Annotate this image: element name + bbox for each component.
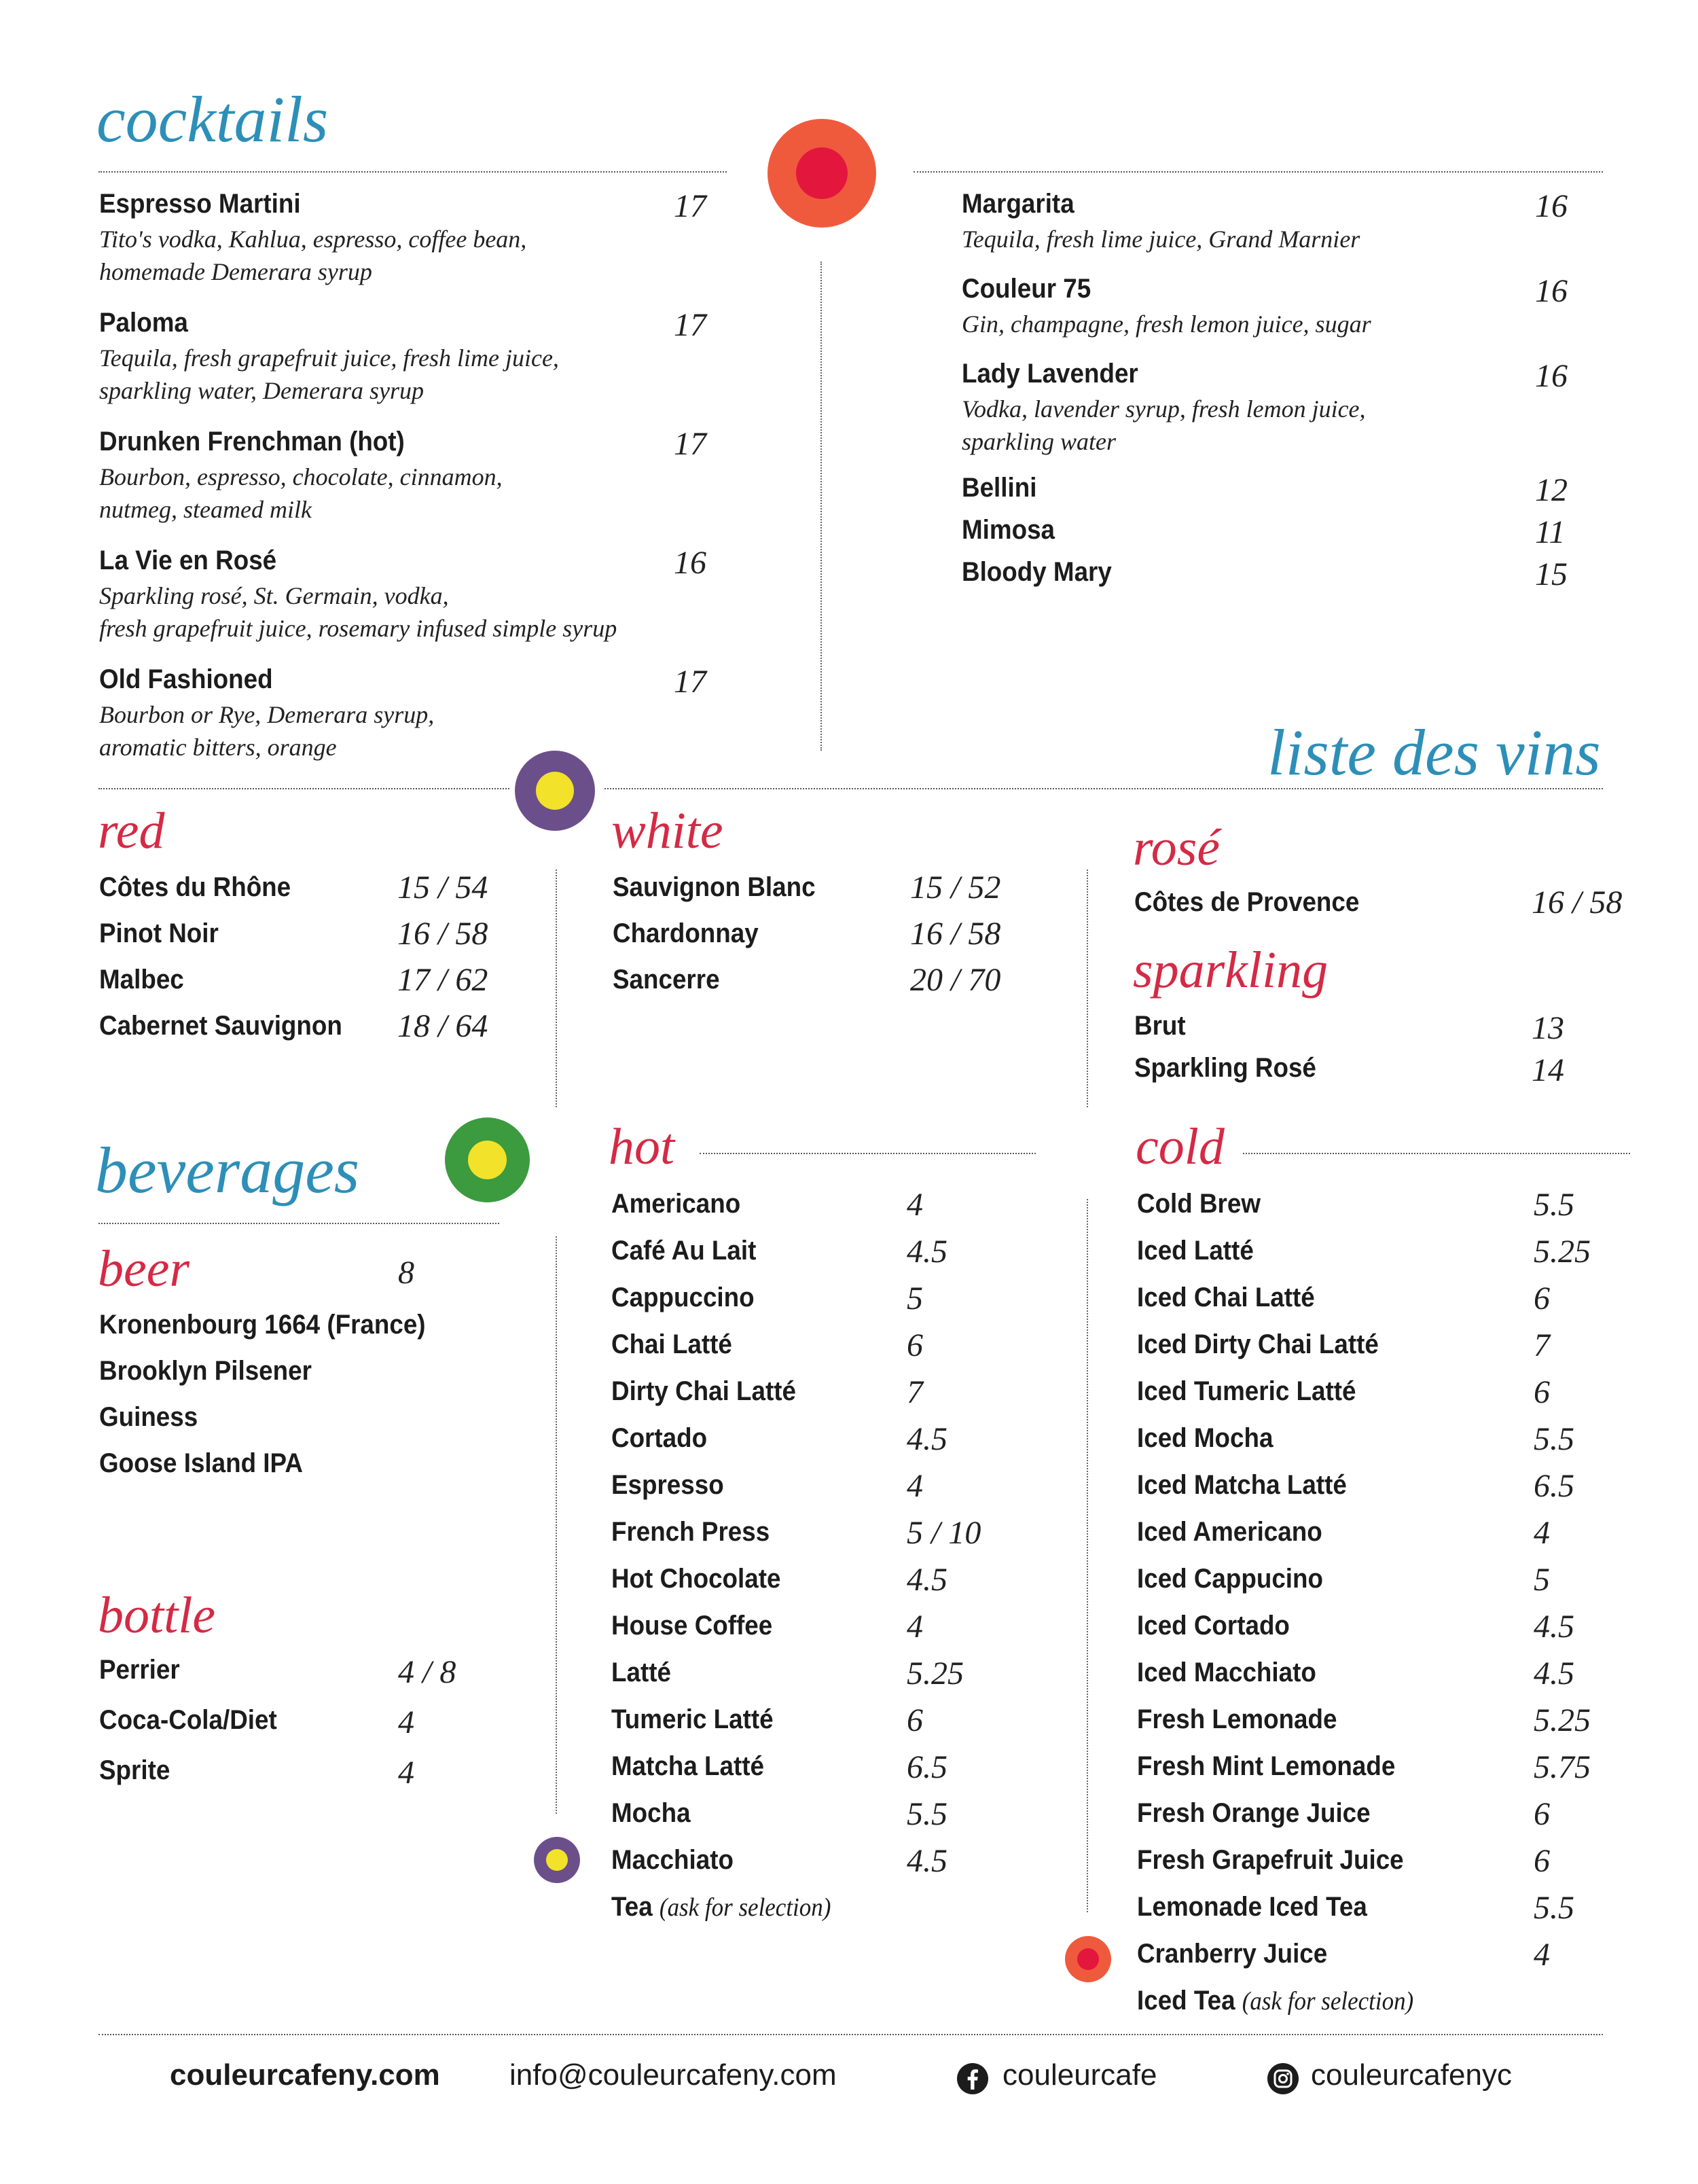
cold-drink-label: Iced Cappucino <box>1137 1564 1323 1594</box>
bottle-name: Coca-Cola/Diet <box>99 1705 277 1735</box>
footer-rule <box>98 2034 1603 2035</box>
hot-drink-label: French Press <box>611 1517 770 1547</box>
hot-drink-name <box>611 1893 831 1920</box>
hot-drink-label: Café Au Lait <box>611 1236 757 1266</box>
email-link[interactable]: info@couleurcafeny.com <box>509 2058 837 2092</box>
cold-drink-name <box>1137 1378 1356 1405</box>
hot-drink-price: 4 <box>907 1609 923 1645</box>
hot-rule <box>700 1153 1036 1154</box>
sparkling-wine-heading: sparkling <box>1133 942 1329 999</box>
hot-drink-name <box>611 1706 774 1733</box>
hot-drink-name <box>611 1800 691 1827</box>
cold-drink-name <box>1137 1237 1254 1264</box>
cocktail-price: 16 <box>1535 188 1568 224</box>
hot-drink-price: 4.5 <box>907 1421 947 1457</box>
hot-drink-label: Dirty Chai Latté <box>611 1376 796 1406</box>
cold-drink-price: 5.25 <box>1534 1234 1591 1270</box>
hot-drink-name <box>611 1237 756 1264</box>
cold-drink-name <box>1137 1284 1315 1311</box>
cocktail-name: La Vie en Rosé <box>99 545 277 575</box>
hot-drink-price: 4.5 <box>907 1234 947 1270</box>
cocktail-price: 17 <box>674 426 706 462</box>
hot-drink-name <box>611 1518 770 1545</box>
hot-drink-name <box>611 1471 724 1499</box>
red-dot-decoration <box>1077 1948 1099 1970</box>
cold-drink-price: 4 <box>1534 1937 1550 1973</box>
cold-drink-name <box>1137 1612 1290 1639</box>
wine-name: Chardonnay <box>613 918 759 948</box>
cold-drink-price: 5.75 <box>1534 1749 1591 1785</box>
cocktails-rule-left <box>98 171 727 173</box>
cold-drink-label: Fresh Grapefruit Juice <box>1137 1845 1404 1875</box>
wine-name: Cabernet Sauvignon <box>99 1011 342 1041</box>
website-link[interactable]: couleurcafeny.com <box>170 2058 440 2092</box>
cold-drink-price: 4.5 <box>1534 1609 1574 1645</box>
wine-name: Sancerre <box>613 965 720 995</box>
cold-drink-price: 4 <box>1534 1515 1550 1551</box>
hot-drink-label: Espresso <box>611 1470 724 1500</box>
wine-name: Malbec <box>99 965 184 995</box>
cold-drink-price: 5.5 <box>1534 1421 1574 1457</box>
beer-name: Guiness <box>99 1402 198 1432</box>
bottle-heading: bottle <box>98 1587 216 1644</box>
cocktail-description: fresh grapefruit juice, rosemary infused simple syrup <box>99 615 617 642</box>
wine-rule-left <box>98 788 509 789</box>
cocktail-name: Old Fashioned <box>99 664 273 694</box>
cold-drink-label: Fresh Mint Lemonade <box>1137 1751 1396 1781</box>
beer-name: Goose Island IPA <box>99 1448 303 1478</box>
cold-drink-name <box>1137 1940 1327 1967</box>
cocktail-name: Bellini <box>962 473 1037 503</box>
orange-red-circle-decoration <box>767 119 876 228</box>
cocktail-name: Drunken Frenchman (hot) <box>99 427 405 457</box>
yellow-dot-decoration <box>536 772 574 810</box>
cocktail-name: Espresso Martini <box>99 189 301 219</box>
cocktail-description: Tito's vodka, Kahlua, espresso, coffee bean, <box>99 226 527 253</box>
hot-drink-price: 7 <box>907 1374 923 1410</box>
cocktails-rule-right <box>914 171 1603 173</box>
cold-drink-name <box>1137 1846 1404 1874</box>
red-wine-heading: red <box>98 802 165 859</box>
hot-drink-price: 5 <box>907 1281 923 1317</box>
bottle-price: 4 <box>398 1704 414 1740</box>
cold-drink-label: Iced Tumeric Latté <box>1137 1376 1356 1406</box>
hot-drink-label: Latté <box>611 1658 671 1687</box>
cold-drink-price: 5.25 <box>1534 1702 1591 1738</box>
facebook-icon <box>956 2062 989 2095</box>
cocktail-price: 15 <box>1535 556 1568 592</box>
hot-drink-name <box>611 1190 740 1217</box>
cocktail-description: aromatic bitters, orange <box>99 734 337 761</box>
cocktail-price: 17 <box>674 307 706 343</box>
cold-drink-label: Cranberry Juice <box>1137 1939 1328 1969</box>
wine-price: 13 <box>1532 1010 1564 1046</box>
hot-drink-price: 4 <box>907 1187 923 1223</box>
cocktail-name: Lady Lavender <box>962 359 1138 389</box>
wine-divider-2 <box>1087 870 1088 1107</box>
cold-drink-label: Cold Brew <box>1137 1189 1261 1219</box>
cold-drink-price: 7 <box>1534 1327 1550 1363</box>
small-orange-circle-decoration <box>1065 1936 1111 1982</box>
red-dot-decoration <box>796 147 848 199</box>
wine-price: 20 / 70 <box>910 962 1001 998</box>
wine-price: 16 / 58 <box>397 916 488 952</box>
hot-drink-label: Hot Chocolate <box>611 1564 781 1594</box>
cocktail-price: 11 <box>1535 514 1566 550</box>
cold-drink-name <box>1137 1425 1273 1452</box>
cold-drink-name <box>1137 1659 1316 1686</box>
wine-name: Côtes du Rhône <box>99 872 291 902</box>
hot-drink-price: 4 <box>907 1468 923 1504</box>
beer-price: 8 <box>398 1255 414 1291</box>
cold-drink-label: Iced Macchiato <box>1137 1658 1316 1687</box>
cocktail-name: Paloma <box>99 308 188 338</box>
hot-drink-price: 5.25 <box>907 1655 964 1691</box>
cocktail-name: Margarita <box>962 189 1074 219</box>
hot-drink-price: 4.5 <box>907 1843 947 1879</box>
cocktail-description: homemade Demerara syrup <box>99 258 372 285</box>
wine-name: Pinot Noir <box>99 918 219 948</box>
beer-name: Brooklyn Pilsener <box>99 1356 312 1386</box>
cocktails-divider <box>820 262 822 751</box>
cocktail-price: 16 <box>674 545 706 581</box>
hot-drink-name <box>611 1378 796 1405</box>
hot-drink-label: Matcha Latté <box>611 1751 764 1781</box>
rose-wine-heading: rosé <box>1133 819 1221 876</box>
instagram-icon <box>1267 2062 1299 2095</box>
cocktail-name: Mimosa <box>962 515 1055 545</box>
cold-drink-label: Iced Dirty Chai Latté <box>1137 1329 1379 1359</box>
cold-drink-label: Iced Tea <box>1137 1986 1235 2016</box>
cocktail-price: 17 <box>674 188 706 224</box>
yellow-dot-decoration <box>546 1849 568 1871</box>
hot-drink-label: Cortado <box>611 1423 708 1453</box>
hot-drink-name <box>611 1565 780 1592</box>
green-circle-decoration <box>445 1117 530 1202</box>
cocktail-description: sparkling water <box>962 428 1117 455</box>
hot-drink-label: Macchiato <box>611 1845 734 1875</box>
hot-drink-label: Tea <box>611 1892 653 1922</box>
cold-drink-name <box>1137 1706 1337 1733</box>
cold-drink-label: Lemonade Iced Tea <box>1137 1892 1367 1922</box>
cold-drink-name <box>1137 1518 1322 1545</box>
cocktail-price: 16 <box>1535 273 1568 309</box>
cold-drink-label: Iced Latté <box>1137 1236 1254 1266</box>
cold-drink-name <box>1137 1800 1371 1827</box>
hot-drink-note: (ask for selection) <box>659 1893 831 1922</box>
cocktail-description: Tequila, fresh lime juice, Grand Marnier <box>962 226 1360 253</box>
hot-drink-label: Cappuccino <box>611 1283 755 1312</box>
cold-drink-note: (ask for selection) <box>1242 1987 1414 2016</box>
beverages-divider-1 <box>556 1236 557 1814</box>
cocktail-description: Bourbon or Rye, Demerara syrup, <box>99 701 435 728</box>
cocktail-description: Bourbon, espresso, chocolate, cinnamon, <box>99 463 503 490</box>
hot-drink-name <box>611 1612 772 1639</box>
cold-drink-price: 6 <box>1534 1796 1550 1832</box>
wine-name: Sparkling Rosé <box>1134 1053 1316 1083</box>
cocktail-price: 16 <box>1535 358 1568 394</box>
hot-drink-price: 4.5 <box>907 1562 947 1598</box>
cocktail-name: Couleur 75 <box>962 274 1091 304</box>
cocktail-price: 17 <box>674 664 706 700</box>
hot-drink-label: Americano <box>611 1189 741 1219</box>
beer-name: Kronenbourg 1664 (France) <box>99 1310 426 1340</box>
hot-drink-price: 6.5 <box>907 1749 947 1785</box>
hot-drink-name <box>611 1753 764 1780</box>
cold-drink-name <box>1137 1471 1347 1499</box>
cold-drink-price: 6 <box>1534 1843 1550 1879</box>
cocktail-description: Gin, champagne, fresh lemon juice, sugar <box>962 310 1371 338</box>
hot-drink-price: 6 <box>907 1327 923 1363</box>
cold-drink-name <box>1137 1987 1413 2014</box>
cold-drink-label: Iced Mocha <box>1137 1423 1274 1453</box>
cold-drink-label: Iced Matcha Latté <box>1137 1470 1347 1500</box>
hot-drink-name <box>611 1425 707 1452</box>
cold-drink-label: Fresh Lemonade <box>1137 1704 1337 1734</box>
wine-rule-right <box>604 788 1603 789</box>
cold-drink-price: 6.5 <box>1534 1468 1574 1504</box>
wine-price: 14 <box>1532 1052 1564 1088</box>
wine-list-title: liste des vins <box>1267 716 1601 789</box>
cold-drink-name <box>1137 1893 1367 1920</box>
cocktail-description: Sparkling rosé, St. Germain, vodka, <box>99 582 449 609</box>
wine-name: Côtes de Provence <box>1134 887 1360 917</box>
cold-drink-label: Iced Chai Latté <box>1137 1283 1315 1312</box>
hot-drink-price: 5.5 <box>907 1796 947 1832</box>
hot-drink-name <box>611 1659 671 1686</box>
bottle-price: 4 <box>398 1755 414 1791</box>
cold-drink-price: 5.5 <box>1534 1890 1574 1926</box>
wine-price: 15 / 54 <box>397 870 488 906</box>
wine-price: 15 / 52 <box>910 870 1001 906</box>
cold-drink-name <box>1137 1753 1395 1780</box>
cocktail-description: Tequila, fresh grapefruit juice, fresh lime juice, <box>99 344 559 372</box>
wine-price: 16 / 58 <box>1532 884 1623 920</box>
beer-heading: beer <box>98 1240 190 1297</box>
yellow-dot-decoration <box>468 1141 507 1179</box>
cold-drink-price: 6 <box>1534 1374 1550 1410</box>
cold-drink-label: Iced Americano <box>1137 1517 1322 1547</box>
purple-circle-decoration <box>515 751 595 831</box>
bottle-name: Sprite <box>99 1755 170 1785</box>
beverages-rule <box>98 1223 499 1224</box>
hot-drink-name <box>611 1846 734 1874</box>
cold-drink-name <box>1137 1565 1323 1592</box>
hot-drink-price: 5 / 10 <box>907 1515 981 1551</box>
wine-name: Brut <box>1134 1011 1186 1041</box>
instagram-link[interactable]: couleurcafenyc <box>1311 2058 1512 2092</box>
bottle-name: Perrier <box>99 1655 180 1685</box>
facebook-link[interactable]: couleurcafe <box>1002 2058 1157 2092</box>
cold-rule <box>1243 1153 1630 1154</box>
small-purple-circle-decoration <box>534 1837 580 1883</box>
wine-price: 16 / 58 <box>910 916 1001 952</box>
hot-drink-label: Mocha <box>611 1798 691 1828</box>
cold-drink-name <box>1137 1190 1261 1217</box>
cold-drink-price: 5 <box>1534 1562 1550 1598</box>
hot-drink-name <box>611 1331 732 1358</box>
wine-divider-1 <box>556 870 557 1107</box>
cocktail-name: Bloody Mary <box>962 557 1112 587</box>
wine-name: Sauvignon Blanc <box>613 872 816 902</box>
cocktail-description: nutmeg, steamed milk <box>99 496 312 523</box>
hot-drink-label: Chai Latté <box>611 1329 732 1359</box>
cold-drink-label: Fresh Orange Juice <box>1137 1798 1371 1828</box>
hot-drink-label: Tumeric Latté <box>611 1704 774 1734</box>
hot-heading: hot <box>609 1118 675 1175</box>
cold-heading: cold <box>1136 1118 1225 1175</box>
cold-drink-price: 4.5 <box>1534 1655 1574 1691</box>
cold-drink-name <box>1137 1331 1379 1358</box>
white-wine-heading: white <box>611 802 723 859</box>
cold-drink-price: 6 <box>1534 1281 1550 1317</box>
wine-price: 18 / 64 <box>397 1008 488 1044</box>
cold-drink-price: 5.5 <box>1534 1187 1574 1223</box>
cold-drink-label: Iced Cortado <box>1137 1611 1290 1641</box>
beverages-title: beverages <box>95 1134 360 1206</box>
hot-drink-name <box>611 1284 755 1311</box>
cocktail-description: Vodka, lavender syrup, fresh lemon juice, <box>962 395 1366 423</box>
wine-price: 17 / 62 <box>397 962 488 998</box>
bottle-price: 4 / 8 <box>398 1654 456 1690</box>
cocktail-description: sparkling water, Demerara syrup <box>99 377 424 404</box>
hot-drink-price: 6 <box>907 1702 923 1738</box>
cocktail-price: 12 <box>1535 472 1568 508</box>
hot-drink-label: House Coffee <box>611 1611 773 1641</box>
cocktails-title: cocktails <box>96 83 329 156</box>
beverages-divider-2 <box>1087 1199 1088 1912</box>
